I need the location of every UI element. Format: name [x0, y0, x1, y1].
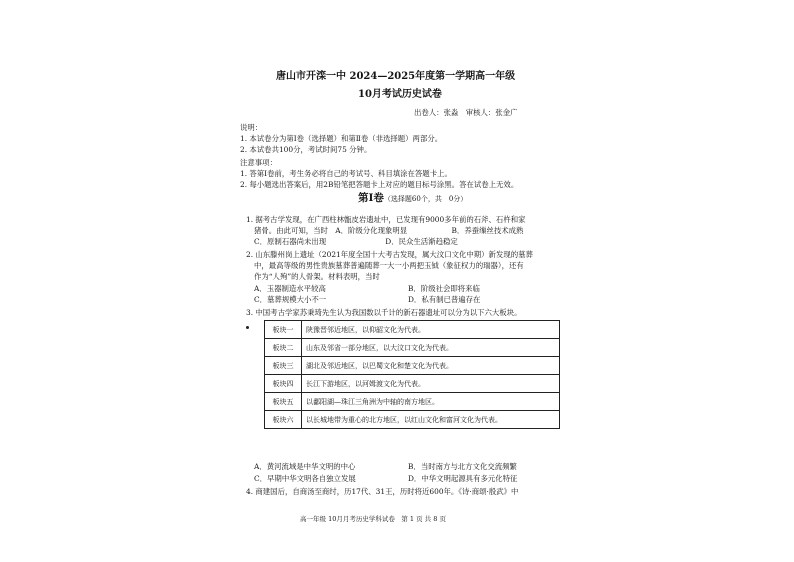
question-1-options: C．原制石器尚未出现 D．民众生活渐趋稳定: [254, 237, 458, 246]
question-2-stem: 2. 山东滕州岗上遗址（2021年度全国十大考古发现，属大汶口文化中期）新发现的墓葬: [246, 250, 533, 259]
question-3-option-b: B．当时南方与北方文化交流频繁: [408, 462, 517, 471]
question-3-option-d: D．中华文明起源具有多元化特征: [408, 474, 518, 483]
note-item: 1. 答第Ⅰ卷前，考生务必将自己的考试号、科目填涂在答题卡上。: [240, 169, 452, 178]
table-row: [265, 375, 560, 393]
exam-subtitle: 10月考试历史试卷: [358, 89, 442, 100]
question-3-stem: 3. 中国考古学家苏秉琦先生认为我国数以千计的新石器遗址可以分为以下六大板块。: [246, 308, 522, 317]
question-1-stem-cont: 猪骨。由此可知，当时 A．阶级分化现象明显 B．养蚕缫丝技术成熟: [254, 226, 524, 235]
block-name: 板块二: [265, 339, 302, 357]
table-row: [265, 357, 560, 375]
exam-title: 唐山市开滦一中 2024—2025年度第一学期高一年级: [276, 71, 516, 82]
question-2-option-b: B．阶级社会即将来临: [408, 284, 480, 293]
instruction-item: 2. 本试卷共100分，考试时间75 分钟。: [240, 145, 372, 154]
block-desc: 陕豫晋邻近地区，以仰韶文化为代表。: [302, 321, 560, 339]
section-heading: [358, 194, 467, 204]
block-name: 板块三: [265, 357, 302, 375]
block-desc: 以长城地带为重心的北方地区，以红山文化和富河文化为代表。: [302, 411, 560, 429]
block-desc: 长江下游地区，以河姆渡文化为代表。: [302, 375, 560, 393]
exam-page: [240, 62, 570, 537]
question-2-stem-cont: 作为“人殉”的人骨架。材料表明，当时: [254, 272, 380, 281]
table-row: [265, 339, 560, 357]
instructions-label: 说明：: [240, 123, 263, 132]
question-2-option-c: C．墓葬规模大小不一: [254, 295, 327, 304]
block-name: 板块一: [265, 321, 302, 339]
table-row: [265, 411, 560, 429]
regions-table: [264, 320, 560, 429]
block-desc: 山东及邻省一部分地区，以大汶口文化为代表。: [302, 339, 560, 357]
page-footer: 高一年级 10月月考历史学科试卷 第 1 页 共 8 页: [300, 515, 446, 523]
question-2-stem-cont: 中，最高等级的男性贵族墓葬普遍随葬一大一小两把玉钺（象征权力的瑞器），还有: [254, 261, 524, 270]
section-note: （选择题60个，共 0分）: [383, 195, 468, 203]
question-4-stem: 4. 商建国后，自商汤至商纣，历17代、31王，历时将近600年。《诗·商颂·殷武》中: [246, 487, 519, 496]
block-desc: 以鄱阳湖—珠江三角洲为中轴的南方地区。: [302, 393, 560, 411]
section-title: 第Ⅰ卷: [358, 192, 384, 204]
block-desc: 湖北及邻近地区，以巴蜀文化和楚文化为代表。: [302, 357, 560, 375]
question-2-option-a: A．玉器制造水平较高: [254, 284, 326, 293]
question-3-option-c: C．早期中华文明各自独立发展: [254, 474, 356, 483]
note-item: 2. 每小题选出答案后，用2B铅笔把答题卡上对应的题目标号涂黑。答在试卷上无效。: [240, 180, 519, 189]
instruction-item: 1. 本试卷分为第Ⅰ卷（选择题）和第Ⅱ卷（非选择题）两部分。: [240, 134, 443, 143]
table-row: [265, 393, 560, 411]
block-name: 板块五: [265, 393, 302, 411]
table-row: [265, 321, 560, 339]
question-2-option-d: D．私有制已普遍存在: [408, 295, 481, 304]
margin-mark: [246, 326, 249, 329]
question-3-option-a: A．黄河流域是中华文明的中心: [254, 462, 356, 471]
block-name: 板块六: [265, 411, 302, 429]
question-1-stem: 1. 据考古学发现，在广西柱林甑皮岩遗址中，已发现有9000多年前的石斧、石杵和家: [246, 215, 526, 224]
exam-authors: 出卷人：张淼 审核人：张金广: [414, 108, 518, 117]
notes-label: 注意事项：: [240, 158, 277, 167]
block-name: 板块四: [265, 375, 302, 393]
